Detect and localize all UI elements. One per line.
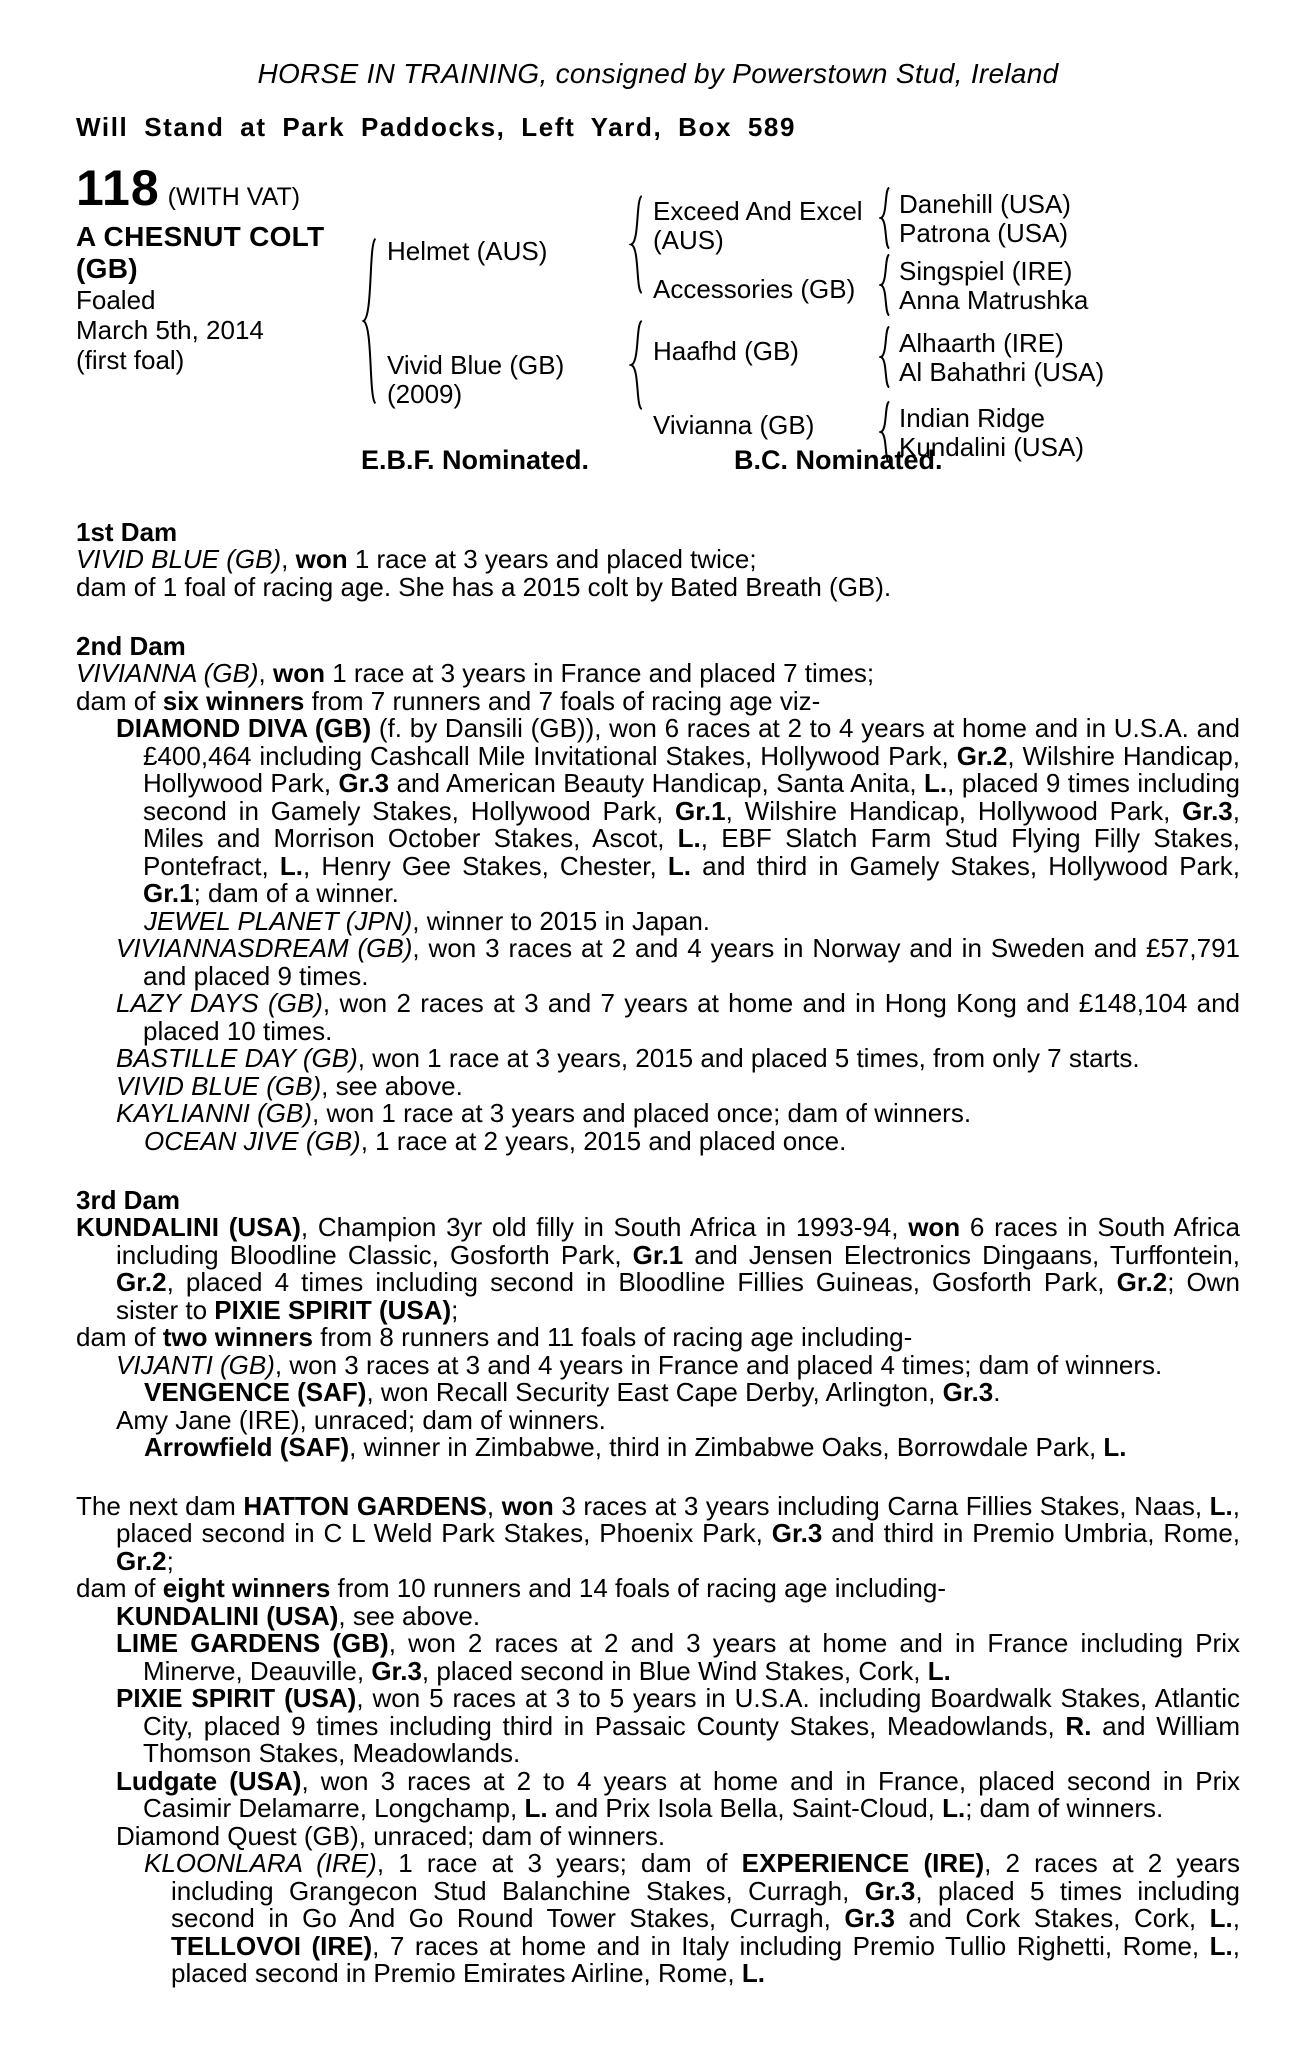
text-run: PIXIE SPIRIT (USA) <box>214 1294 452 1325</box>
text-run: LAZY DAYS (GB) <box>116 988 323 1018</box>
pedigree-paragraph <box>116 1043 1240 1073</box>
text-run: ; Own sister to <box>116 1267 1240 1325</box>
text-run: , placed second in C L Weld Park Stakes, Phoenix Park, <box>116 1490 1240 1548</box>
text-run: L. <box>1209 1903 1233 1933</box>
text-run: VIVID BLUE (GB) <box>76 544 282 574</box>
dam-heading: 3rd Dam <box>76 1185 181 1215</box>
text-run: , placed second in Blue Wind Stakes, Cork, <box>421 1655 928 1686</box>
text-run: 1 race at 3 years and placed twice; <box>347 544 757 574</box>
text-run: Arrowfield (SAF) <box>144 1432 350 1462</box>
text-run: won <box>501 1490 554 1521</box>
text-run: BASTILLE DAY (GB) <box>116 1043 358 1073</box>
pedigree-paragraph <box>116 713 1241 908</box>
pedigree-paragraph <box>116 1765 1241 1823</box>
text-run: ; <box>166 1545 174 1576</box>
text-run: , placed 9 times including second in Gamely Stakes, Hollywood Park, <box>143 768 1240 826</box>
pedigree-gen3-name: Al Bahathri (USA) <box>899 357 1105 387</box>
consignment-header: HORSE IN TRAINING, consigned by Powerstown Stud, Ireland <box>257 58 1059 89</box>
text-run: Gr.2 <box>116 1267 167 1297</box>
text-run: HATTON GARDENS <box>243 1490 487 1521</box>
text-run: , Henry Gee Stakes, Chester, <box>302 850 668 881</box>
pedigree-paragraph <box>144 1432 1240 1462</box>
text-run: , won 3 races at 2 and 4 years in Norway and in Sweden and £57,791 and placed 9 times. <box>143 933 1240 991</box>
pedigree-paragraph <box>76 1490 1241 1576</box>
pedigree-gen3-name: Kundalini (USA) <box>899 432 1084 462</box>
text-run: VIJANTI (GB) <box>116 1349 275 1380</box>
text-run: , 2 races at 2 years including Grangecon Stud Balanchine Stakes, Curragh, <box>171 1848 1240 1906</box>
ebf-nomination: E.B.F. Nominated. <box>361 445 590 475</box>
text-run: , EBF Slatch Farm Stud Flying Filly Stakes, Pontefract, <box>143 823 1240 881</box>
text-run: , won 1 race at 3 years and placed once; dam of winners. <box>312 1098 972 1128</box>
first-foal-note: (first foal) <box>76 345 185 375</box>
pedigree-paragraph <box>144 1125 1240 1156</box>
text-run: LIME GARDENS (GB) <box>116 1628 389 1658</box>
text-run: Amy Jane (IRE), unraced; dam of winners. <box>116 1404 606 1435</box>
text-run: Gr.2 <box>116 1545 167 1576</box>
text-run: and American Beauty Handicap, Santa Anita, <box>389 768 925 798</box>
text-run: , Miles and Morrison October Stakes, Ascot, <box>143 795 1240 853</box>
text-run: VIVIANNASDREAM (GB) <box>116 933 413 963</box>
pedigree-paragraph <box>116 1600 1240 1631</box>
text-run: L. <box>677 823 701 853</box>
text-run: KLOONLARA (IRE) <box>144 1848 377 1878</box>
pedigree-paragraph <box>116 988 1240 1046</box>
dam-section <box>76 1490 1241 1988</box>
dam-sections <box>76 518 1240 1988</box>
vat-note: (WITH VAT) <box>167 183 301 211</box>
text-run: DIAMOND DIVA (GB) <box>116 713 372 743</box>
pedigree-paragraph <box>76 1324 1240 1352</box>
pedigree-paragraph <box>116 1820 1240 1851</box>
text-run: ; <box>451 1294 459 1325</box>
text-run: R. <box>1065 1710 1092 1741</box>
text-run: L. <box>741 1958 765 1988</box>
lot-number: 118 <box>76 160 160 216</box>
text-run: and third in Gamely Stakes, Hollywood Park, <box>690 850 1240 881</box>
pedigree-paragraph <box>76 1212 1240 1325</box>
text-run: , <box>281 544 296 574</box>
text-run: , won Recall Security East Cape Derby, Arlington, <box>366 1377 943 1407</box>
pedigree-paragraph <box>116 933 1240 991</box>
text-run: from 10 runners and 14 foals of racing age including- <box>330 1573 946 1603</box>
pedigree-paragraph <box>116 1628 1240 1686</box>
text-run: Gr.3 <box>942 1377 994 1407</box>
text-run: VIVID BLUE (GB) <box>116 1070 322 1101</box>
text-run: , see above. <box>338 1600 481 1631</box>
pedigree-paragraph <box>76 546 1240 574</box>
pedigree-dam: Vivid Blue (GB) <box>387 350 565 380</box>
text-run: L. <box>924 768 948 798</box>
pedigree-sire-sire: Exceed And Excel (AUS) <box>653 196 863 255</box>
text-run: , winner in Zimbabwe, third in Zimbabwe Oaks, Borrowdale Park, <box>349 1432 1104 1462</box>
bc-nomination: B.C. Nominated. <box>734 445 943 475</box>
text-run: and William Thomson Stakes, Meadowlands. <box>143 1710 1241 1768</box>
pedigree-paragraph <box>76 660 1240 688</box>
text-run: , won 2 races at 2 and 3 years at home and in France including Prix Minerve, Deauville, <box>143 1628 1240 1686</box>
pedigree-gen3-name: Danehill (USA) <box>899 189 1071 219</box>
pedigree-paragraph <box>76 571 1240 602</box>
pedigree-gen3-name: Anna Matrushka <box>899 285 1089 315</box>
foaled-label: Foaled <box>76 285 156 315</box>
dam-section <box>76 632 1240 1155</box>
text-run: L. <box>1209 1930 1233 1961</box>
text-run: Gr.3 <box>771 1518 823 1548</box>
pedigree-sire-dam: Accessories (GB) <box>653 274 856 304</box>
text-run: JEWEL PLANET (JPN) <box>144 905 413 936</box>
text-run: 6 races in South Africa including Bloodline Classic, Gosforth Park, <box>116 1212 1240 1270</box>
pedigree-paragraph <box>76 1575 1240 1603</box>
text-run: , placed 4 times including second in Bloodline Fillies Guineas, Gosforth Park, <box>166 1267 1117 1297</box>
text-run: Gr.1 <box>143 878 194 908</box>
pedigree-brace-icon <box>629 195 644 294</box>
text-run: 1 race at 3 years in France and placed 7 times; <box>324 658 875 688</box>
text-run: , <box>486 1490 502 1521</box>
text-run: and Prix Isola Bella, Saint-Cloud, <box>547 1793 943 1823</box>
text-run: Gr.3 <box>338 768 390 798</box>
text-run: dam of 1 foal of racing age. She has a 2015 colt by Bated Breath (GB). <box>76 571 892 602</box>
text-run: , placed second in Premio Emirates Airline, Rome, <box>171 1930 1240 1988</box>
text-run: won <box>908 1212 961 1242</box>
pedigree-paragraph <box>116 1683 1241 1768</box>
text-run: Ludgate (USA) <box>116 1765 302 1796</box>
text-run: ; dam of winners. <box>965 1793 1164 1823</box>
text-run: , 1 race at 2 years, 2015 and placed once. <box>360 1125 847 1156</box>
pedigree-gen3-name: Singspiel (IRE) <box>899 256 1073 286</box>
foaled-date: March 5th, 2014 <box>76 315 264 345</box>
catalogue-page <box>0 58 1314 2058</box>
text-run: , <box>258 658 273 688</box>
text-run: L. <box>927 1655 951 1686</box>
text-run: six winners <box>162 685 305 716</box>
pedigree-paragraph <box>116 1098 1240 1128</box>
text-run: OCEAN JIVE (GB) <box>144 1125 361 1156</box>
text-run: TELLOVOI (IRE) <box>171 1930 373 1961</box>
text-run: L. <box>1103 1432 1127 1462</box>
text-run: Gr.1 <box>675 795 726 826</box>
text-run: , <box>1232 1903 1240 1933</box>
text-run: Gr.2 <box>1116 1267 1168 1297</box>
text-run: dam of <box>76 1573 163 1603</box>
text-run: The next dam <box>76 1490 244 1521</box>
text-run: , won 3 races at 3 and 4 years in France and placed 4 times; dam of winners. <box>274 1349 1163 1380</box>
text-run: L. <box>667 850 691 881</box>
text-run: , won 2 races at 3 and 7 years at home and in Hong Kong and £148,104 and placed 10 times. <box>143 988 1240 1046</box>
text-run: KUNDALINI (USA) <box>116 1600 339 1631</box>
text-run: Gr.2 <box>956 740 1008 771</box>
pedigree-brace-icon <box>879 254 891 316</box>
text-run: , 1 race at 3 years; dam of <box>376 1848 742 1878</box>
pedigree-gen3-name: Indian Ridge <box>899 403 1045 433</box>
pedigree-brace-icon <box>879 326 891 388</box>
text-run: KAYLIANNI (GB) <box>116 1098 313 1128</box>
text-run: 3 races at 3 years including Carna Fillies Stakes, Naas, <box>553 1490 1210 1521</box>
lot-info <box>76 160 344 375</box>
text-run: from 7 runners and 7 foals of racing age viz- <box>304 685 821 716</box>
text-run: KUNDALINI (USA) <box>76 1212 301 1242</box>
text-run: Gr.3 <box>1182 795 1233 826</box>
pedigree-dam-sire: Haafhd (GB) <box>653 336 799 366</box>
text-run: VENGENCE (SAF) <box>144 1377 367 1407</box>
text-run: , 7 races at home and in Italy including Premio Tullio Righetti, Rome, <box>372 1930 1210 1961</box>
text-run: Gr.3 <box>371 1655 422 1686</box>
text-run: , winner to 2015 in Japan. <box>412 905 711 936</box>
text-run: dam of <box>76 1322 163 1352</box>
pedigree-brace-icon <box>879 187 891 249</box>
text-run: , Wilshire Handicap, Hollywood Park, <box>725 795 1183 826</box>
pedigree-brace-icon <box>361 237 378 405</box>
text-run: , Wilshire Handicap, Hollywood Park, <box>143 740 1240 798</box>
lot-number-row <box>76 160 344 216</box>
text-run: Diamond Quest (GB), unraced; dam of winners. <box>116 1820 666 1851</box>
text-run: , Champion 3yr old filly in South Africa in 1993-94, <box>300 1212 909 1242</box>
text-run: and Cork Stakes, Cork, <box>894 1903 1210 1933</box>
text-run: won <box>272 658 325 688</box>
text-run: eight winners <box>162 1573 331 1603</box>
text-run: ; dam of a winner. <box>193 878 399 908</box>
lot-description: A CHESNUT COLT (GB) <box>76 221 325 284</box>
text-run: and Jensen Electronics Dingaans, Turffontein, <box>683 1239 1240 1270</box>
pedigree-paragraph <box>116 1404 1240 1435</box>
text-run: L. <box>279 850 303 881</box>
text-run: Gr.3 <box>864 1875 916 1906</box>
text-run: L. <box>942 1793 966 1823</box>
pedigree-block <box>76 157 1240 487</box>
text-run: (f. by Dansili (GB)), won 6 races at 2 to 4 years at home and in U.S.A. and £400,464 including Cashcall Mile Invitational Stakes, Hollywood Park, <box>143 713 1241 771</box>
text-run: , won 1 race at 3 years, 2015 and placed 5 times, from only 7 starts. <box>357 1043 1140 1073</box>
text-run: VIVIANNA (GB) <box>76 658 259 688</box>
text-run: , won 3 races at 2 to 4 years at home and in France, placed second in Prix Casimir Delamarre, Longchamp, <box>143 1765 1241 1823</box>
pedigree-gen3-name: Patrona (USA) <box>899 218 1069 248</box>
text-run: L. <box>1209 1490 1233 1521</box>
dam-section <box>76 1186 1240 1462</box>
dam-section <box>76 518 1240 601</box>
text-run: PIXIE SPIRIT (USA) <box>116 1683 357 1713</box>
stand-location-line: Will Stand at Park Paddocks, Left Yard, Box 589 <box>76 112 797 142</box>
text-run: . <box>993 1377 1001 1407</box>
pedigree-gen3-name: Alhaarth (IRE) <box>899 328 1064 358</box>
text-run: and third in Premio Umbria, Rome, <box>822 1518 1241 1548</box>
pedigree-paragraph <box>116 1070 1240 1101</box>
text-run: L. <box>524 1793 548 1823</box>
pedigree-paragraph <box>76 685 1240 716</box>
dam-heading: 2nd Dam <box>76 631 186 661</box>
pedigree-brace-icon <box>629 320 644 410</box>
pedigree-dam-year: (2009) <box>387 379 463 409</box>
pedigree-dam-dam: Vivianna (GB) <box>653 410 815 440</box>
text-run: dam of <box>76 685 163 716</box>
text-run: won <box>295 544 348 574</box>
text-run: , see above. <box>321 1070 463 1101</box>
text-run: Gr.1 <box>632 1239 684 1270</box>
text-run: , placed 5 times including second in Go And Go Round Tower Stakes, Curragh, <box>171 1875 1240 1933</box>
text-run: , won 5 races at 3 to 5 years in U.S.A. including Boardwalk Stakes, Atlantic City, placed 9 times including third in Passaic County Stakes, Meadowlands, <box>143 1683 1240 1741</box>
pedigree-paragraph <box>144 1848 1240 1988</box>
pedigree-sire: Helmet (AUS) <box>387 236 548 266</box>
text-run: Gr.3 <box>844 1903 895 1933</box>
text-run: two winners <box>162 1322 313 1352</box>
pedigree-paragraph <box>144 905 1240 936</box>
pedigree-paragraph <box>144 1377 1240 1407</box>
text-run: from 8 runners and 11 foals of racing age including- <box>312 1322 913 1352</box>
text-run: EXPERIENCE (IRE) <box>741 1848 985 1878</box>
dam-heading: 1st Dam <box>76 517 178 547</box>
pedigree-paragraph <box>116 1349 1240 1380</box>
